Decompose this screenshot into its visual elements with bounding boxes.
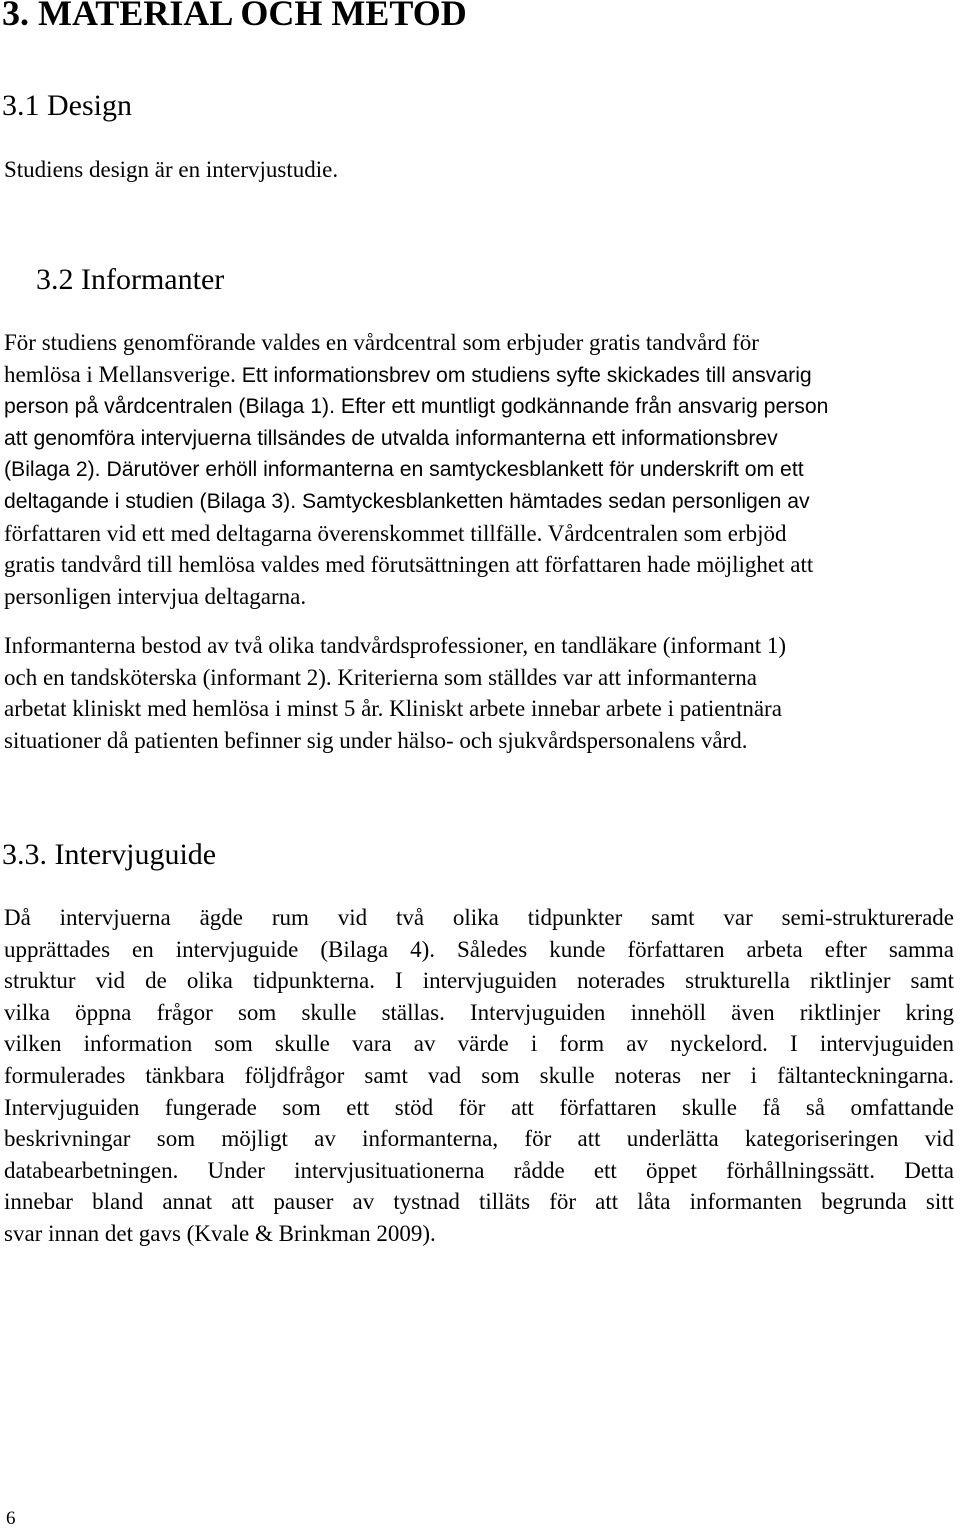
paragraph-line: (Bilaga 2). Därutöver erhöll informanterna en samtyckesblankett för underskrift om ett	[4, 458, 804, 482]
section-title-intervjuguide: 3.3. Intervjuguide	[2, 838, 217, 871]
section-title-design: 3.1 Design	[2, 89, 132, 122]
paragraph-line: upprättades en intervjuguide (Bilaga 4). Således kunde författaren arbeta efter samma	[4, 936, 954, 962]
paragraph-line: För studiens genomförande valdes en vårdcentral som erbjuder gratis tandvård för	[4, 330, 759, 355]
informanter-paragraph-2	[4, 630, 954, 756]
paragraph-line: arbetat kliniskt med hemlösa i minst 5 år. Kliniskt arbete innebar arbete i patientnära	[4, 696, 782, 722]
paragraph-line: Då intervjuerna ägde rum vid två olika tidpunkter samt var semi-strukturerade	[4, 905, 954, 930]
paragraph-line: struktur vid de olika tidpunkterna. I intervjuguiden noterades strukturella riktlinjer samt	[4, 968, 954, 994]
paragraph-line: Intervjuguiden fungerade som ett stöd för att författaren skulle få så omfattande	[4, 1094, 954, 1120]
paragraph-line: författaren vid ett med deltagarna överenskommet tillfälle. Vårdcentralen som erbjöd	[4, 520, 787, 546]
paragraph-line: person på vårdcentralen (Bilaga 1). Efter ett muntligt godkännande från ansvarig person	[4, 395, 829, 419]
paragraph-line: gratis tandvård till hemlösa valdes med förutsättningen att författaren hade möjlighet att	[4, 552, 814, 578]
paragraph-line: vilka öppna frågor som skulle ställas. Intervjuguiden innehöll även riktlinjer kring	[4, 999, 954, 1025]
paragraph-line: formulerades tänkbara följdfrågor samt vad som skulle noteras ner i fältanteckningarna.	[4, 1062, 954, 1088]
page-number: 6	[6, 1508, 16, 1529]
paragraph-line: och en tandsköterska (informant 2). Kriterierna som ställdes var att informanterna	[4, 664, 757, 690]
paragraph-line: personligen intervjua deltagarna.	[4, 583, 307, 609]
paragraph-line: hemlösa i Mellansverige. Ett informationsbrev om studiens syfte skickades till ansvarig	[4, 361, 812, 387]
paragraph-line: vilken information som skulle vara av värde i form av nyckelord. I intervjuguiden	[4, 1031, 954, 1057]
section-title-informanter: 3.2 Informanter	[36, 263, 225, 296]
paragraph-line: databearbetningen. Under intervjusituationerna rådde ett öppet förhållningssätt. Detta	[4, 1157, 954, 1183]
chapter-heading: 3. MATERIAL OCH METOD	[2, 0, 467, 33]
paragraph-line: Studiens design är en intervjustudie.	[4, 157, 339, 182]
paragraph-line: situationer då patienten befinner sig under hälso- och sjukvårdspersonalens vård.	[4, 727, 748, 753]
design-paragraph	[4, 154, 954, 186]
paragraph-line: att genomföra intervjuerna tillsändes de utvalda informanterna ett informationsbrev	[4, 426, 778, 450]
intervjuguide-paragraph	[4, 902, 954, 1250]
paragraph-line: deltagande i studien (Bilaga 3). Samtyckesblanketten hämtades sedan personligen av	[4, 489, 810, 513]
paragraph-line: Informanterna bestod av två olika tandvårdsprofessioner, en tandläkare (informant 1)	[4, 633, 787, 658]
paragraph-line: svar innan det gavs (Kvale & Brinkman 2009).	[4, 1220, 436, 1246]
paragraph-line: innebar bland annat att pauser av tystnad tilläts för att låta informanten begrunda sitt	[4, 1189, 954, 1215]
paragraph-line: beskrivningar som möjligt av informanterna, för att underlätta kategoriseringen vid	[4, 1126, 954, 1152]
informanter-paragraph-1	[4, 327, 954, 612]
